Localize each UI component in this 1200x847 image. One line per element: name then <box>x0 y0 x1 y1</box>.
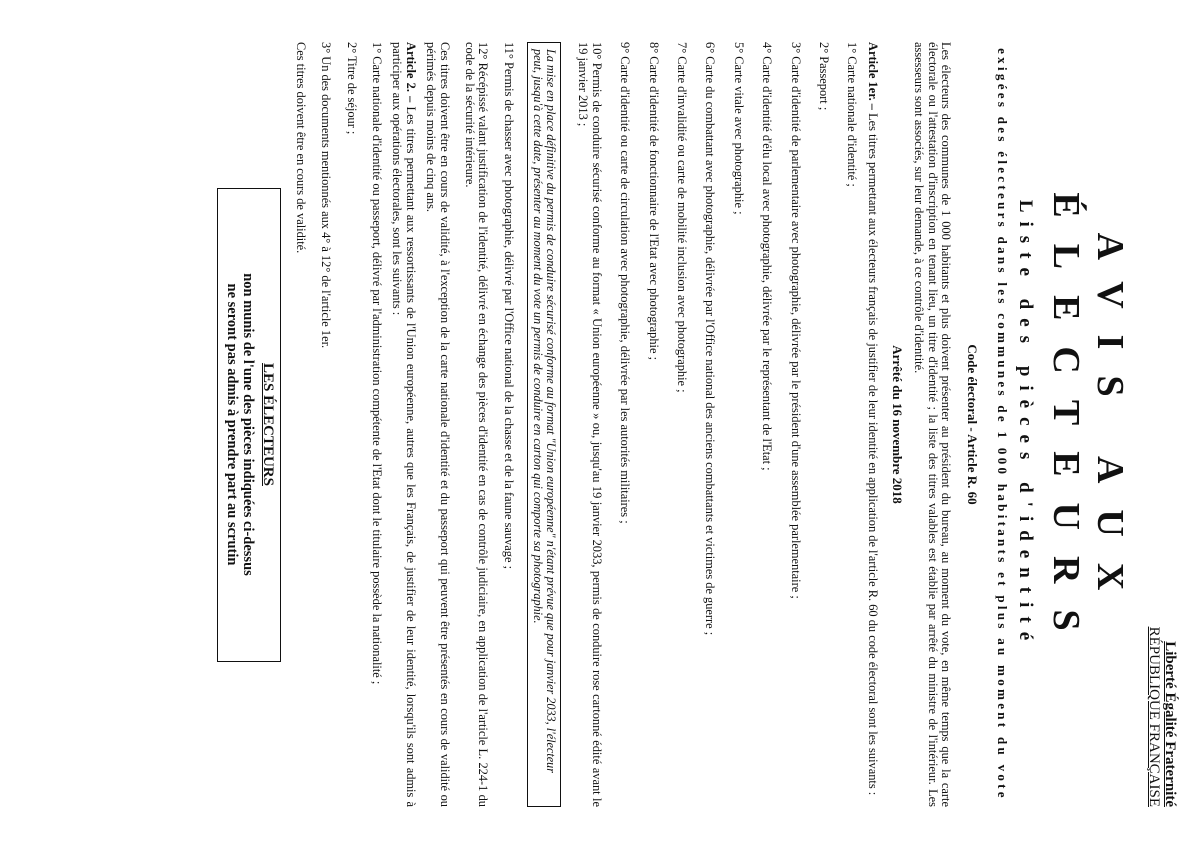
list-item: 6° Carte du combattant avec photographie, délivrée par l'Office national des anciens combattants et victimes de guerre ; <box>703 42 718 636</box>
final-warning-box <box>217 188 281 662</box>
list-item: 10° Permis de conduire sécurisé conforme au format « Union européenne » ou, jusqu'au 19 janvier 2033, permis de conduire rose cartonné édité avant le 19 janvier 2013 ; <box>576 42 604 807</box>
final-warning-line1: non munis de l'une des pièces indiquées ci-dessus <box>240 273 257 576</box>
list-item: 1° Carte nationale d'identité ; <box>845 42 860 187</box>
list-item: 3° Carte d'identité de parlementaire avec photographie, délivrée par le président d'une assemblée parlementaire ; <box>788 42 803 599</box>
code-title: Code électoral - Article R. 60 <box>965 344 980 505</box>
list-item: 1° Carte nationale d'identité ou passeport, délivré par l'administration compétente de l'Etat dont le titulaire possède la nationalité ; <box>370 42 385 685</box>
motto: Liberté Égalité Fraternité <box>1162 641 1178 807</box>
article2-text: Les titres permettant aux ressortissants de l'Union européenne, autres que les Français, de justifier de leur identité, lorsqu'ils sont admis à participer aux opérations électorales, sont les suivants : <box>390 42 418 807</box>
article1-paragraph <box>865 42 878 807</box>
list-item: 9° Carte d'identité ou carte de circulation avec photographie, délivrée par les autorités militaires ; <box>618 42 633 524</box>
eu-validity-note: Ces titres doivent être en cours de validité. <box>293 42 308 254</box>
list-item: 7° Carte d'invalidité ou carte de mobilité inclusion avec photographie ; <box>674 42 689 393</box>
final-warning-line2: ne seront pas admis à prendre part au scrutin <box>224 283 241 566</box>
header <box>1146 42 1178 807</box>
list-item: 4° Carte d'identité d'élu local avec photographie, délivrée par le représentant de l'Etat ; <box>760 42 775 471</box>
list-item: 5° Carte vitale avec photographie ; <box>731 42 746 215</box>
page-title: AVIS AUX ÉLECTEURS <box>1045 192 1131 657</box>
subtitle-detail: exigées des électeurs dans les communes de 1 000 habitants et plus au moment du vote <box>995 48 1010 801</box>
list-item: 11° Permis de chasser avec photographie, délivré par l'Office national de la chasse et de la faune sauvage ; <box>501 42 516 570</box>
subtitle: Liste des pièces d'identité <box>1015 199 1036 650</box>
republic-label: RÉPUBLIQUE FRANÇAISE <box>1146 626 1162 807</box>
driving-licence-notice: La mise en place définitive du permis de conduire sécurisé conforme au format "Union européenne" n'étant prévue que pour janvier 2033, l'électeur peut, jusqu'à cette date, présenter au moment du vote un permis de conduire en carton qui comporte sa photographie. <box>527 42 561 807</box>
french-id-list-continued <box>463 42 515 807</box>
list-item: 3° Un des documents mentionnés aux 4° à 12° de l'article 1er. <box>319 42 334 349</box>
eu-id-list <box>319 42 383 807</box>
article1-lead: Article 1er. – <box>865 42 880 111</box>
list-item: 12° Récépissé valant justification de l'identité, délivré en échange des pièces d'identité en cas de contrôle judiciaire, en application de l'article L. 224-1 du code de la sécurité intérieure. <box>463 42 491 807</box>
list-item: 2° Passeport ; <box>816 42 831 111</box>
intro-paragraph: Les électeurs des communes de 1 000 habitants et plus doivent présenter au président du bureau, au moment du vote, en même temps que la carte électorale ou l'attestation d'inscription en tenant lieu, un titre d'identité ; la liste des titres valables est établie par arrêté du ministre de l'intérieur. Les assesseurs sont associés, sur leur demande, à ce contrôle d'identité. <box>912 42 953 807</box>
list-item: 2° Titre de séjour ; <box>344 42 359 135</box>
list-item: 8° Carte d'identité de fonctionnaire de l'Etat avec photographie ; <box>646 42 661 361</box>
french-id-list <box>576 42 858 807</box>
article2-paragraph <box>390 42 417 807</box>
article2-lead: Article 2. – <box>403 42 418 103</box>
final-warning-title: LES ÉLECTEURS <box>260 363 277 486</box>
article1-text: Les titres permettant aux électeurs français de justifier de leur identité en application de l'article R. 60 du code électoral sont les suivants : <box>865 110 880 796</box>
validity-note: Ces titres doivent être en cours de validité, à l'exception de la carte nationale d'identité et du passeport qui peuvent être présentés en cours de validité ou périmés depuis moins de cinq ans. <box>424 42 452 807</box>
arrete-title: Arrêté du 16 novembre 2018 <box>889 345 905 504</box>
